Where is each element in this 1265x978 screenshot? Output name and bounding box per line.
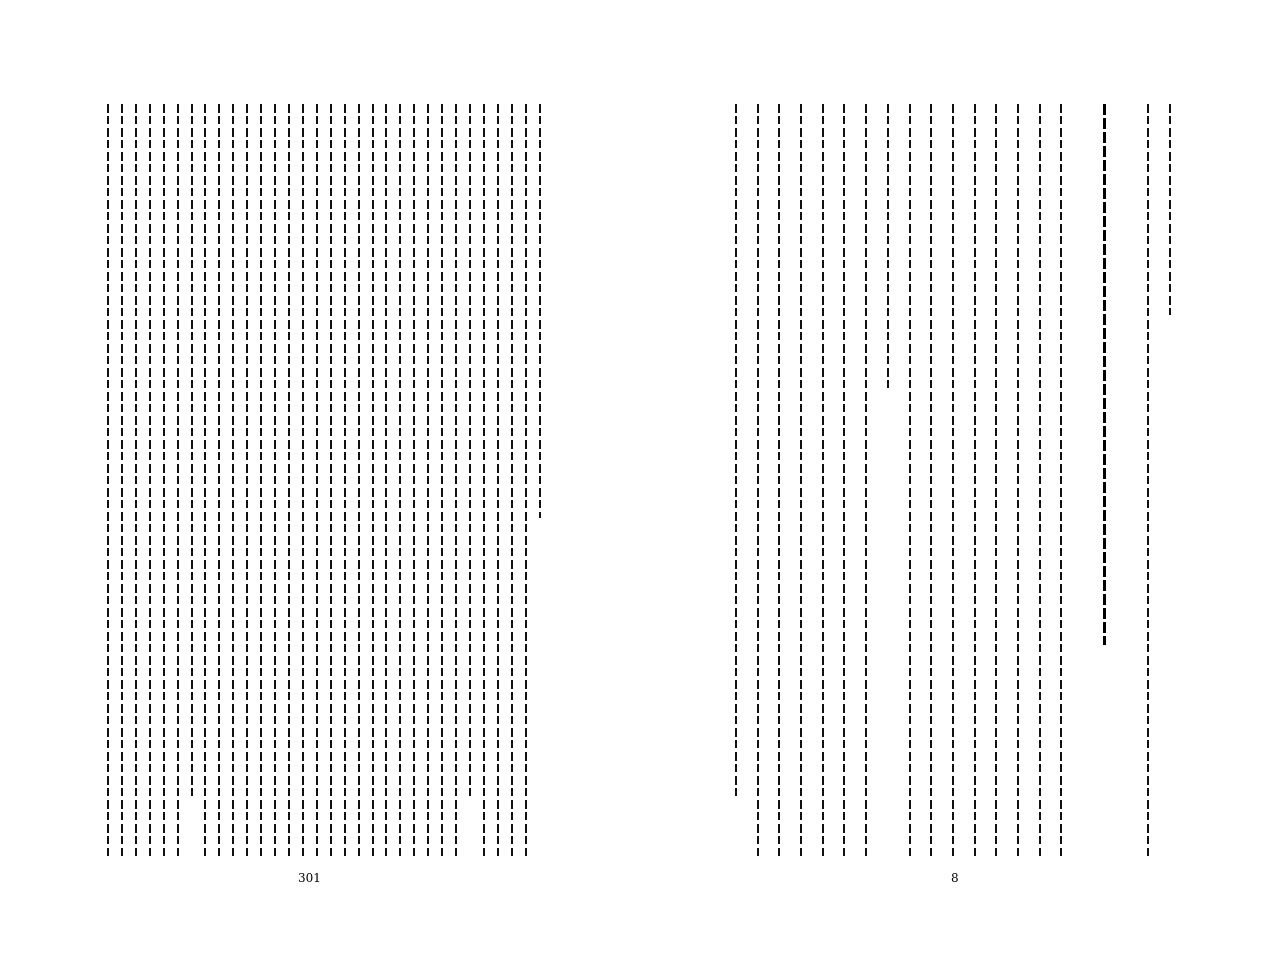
text-column <box>370 104 376 856</box>
text-column <box>383 104 389 856</box>
text-column <box>133 104 139 856</box>
text-column-gap <box>1080 104 1086 856</box>
text-column <box>1167 104 1173 856</box>
text-column <box>950 104 956 856</box>
left-page-number: 301 <box>298 871 321 885</box>
text-column <box>481 104 487 856</box>
text-column <box>300 104 306 856</box>
text-column <box>993 104 999 856</box>
text-column <box>202 104 208 856</box>
text-column <box>439 104 445 856</box>
text-column <box>175 104 181 856</box>
text-column <box>189 104 195 856</box>
text-column <box>907 104 913 856</box>
text-column <box>798 104 804 856</box>
text-column <box>863 104 869 856</box>
right-page-text-block <box>733 104 1173 856</box>
text-column <box>258 104 264 856</box>
text-column <box>397 104 403 856</box>
right-page <box>633 0 1265 978</box>
left-page-text-block <box>105 104 543 856</box>
text-column <box>328 104 334 856</box>
text-column <box>314 104 320 856</box>
text-column <box>216 104 222 856</box>
text-column <box>105 104 111 856</box>
text-column <box>523 104 529 856</box>
text-column <box>272 104 278 856</box>
text-column <box>537 104 543 856</box>
left-page <box>0 0 632 978</box>
text-column <box>885 104 891 856</box>
text-column <box>356 104 362 856</box>
text-column <box>286 104 292 856</box>
text-column <box>733 104 739 856</box>
text-column <box>776 104 782 856</box>
text-column <box>244 104 250 856</box>
text-column <box>230 104 236 856</box>
right-page-number: 8 <box>951 871 959 885</box>
text-column <box>841 104 847 856</box>
text-column <box>509 104 515 856</box>
text-column <box>119 104 125 856</box>
text-column <box>342 104 348 856</box>
text-column <box>453 104 459 856</box>
text-column <box>972 104 978 856</box>
text-column <box>147 104 153 856</box>
text-column <box>820 104 826 856</box>
text-column <box>755 104 761 856</box>
text-column <box>928 104 934 856</box>
text-column <box>1015 104 1021 856</box>
text-column <box>1037 104 1043 856</box>
section-heading-column <box>1102 104 1108 856</box>
text-column <box>1145 104 1151 856</box>
text-column <box>495 104 501 856</box>
text-column <box>1058 104 1064 856</box>
text-column <box>425 104 431 856</box>
text-column <box>411 104 417 856</box>
text-column <box>467 104 473 856</box>
text-column <box>161 104 167 856</box>
text-column-gap <box>1123 104 1129 856</box>
